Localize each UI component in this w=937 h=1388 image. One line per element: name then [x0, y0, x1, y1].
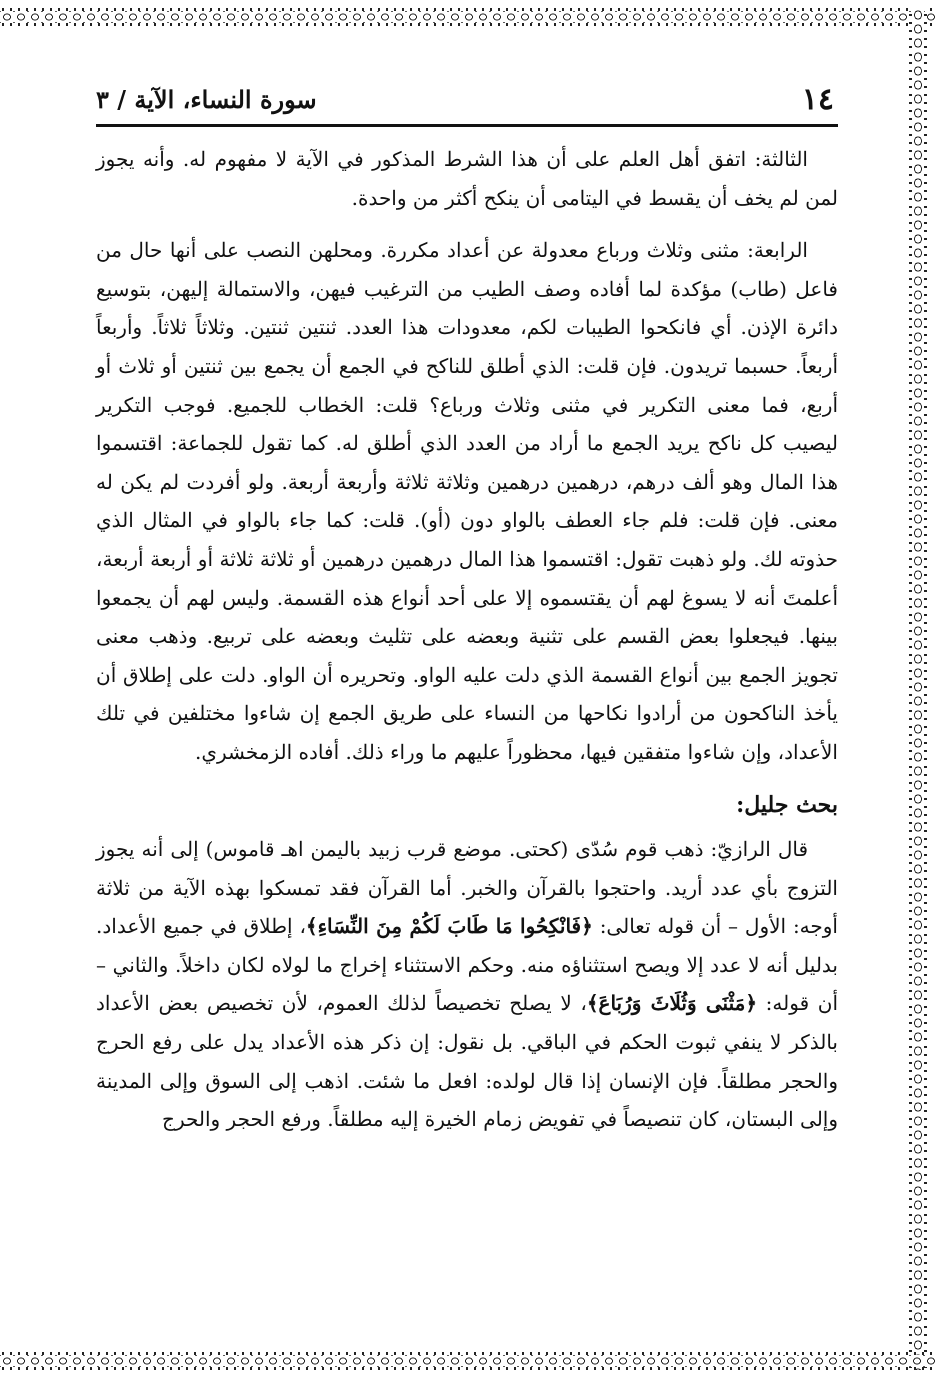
top-ornamental-border	[0, 8, 937, 26]
page-number: ١٤	[801, 81, 834, 117]
running-title: سورة النساء، الآية / ٣	[96, 84, 317, 114]
section-heading: بحث جليل:	[736, 791, 838, 818]
page-body	[96, 140, 838, 1340]
right-ornamental-border	[909, 8, 927, 1370]
quran-verse-2: ﴿مَثْنَى وَثُلَاثَ وَرُبَاعَ﴾	[586, 991, 758, 1016]
quran-verse-1: ﴿فَانْكِحُوا مَا طَابَ لَكُمْ مِنَ النِّسَاءِ﴾	[305, 914, 593, 939]
razi-text-part-1: قال الرازيّ: ذهب قوم سُدّى (كحتى. موضع قرب زبيد باليمن اهـ قاموس) إلى أنه يجوز التزوج بأي عدد أريد. واحتجوا بالقرآن والخبر. أما القرآن فقد تمسكوا بهذه الآية من ثلاثة أوجه: الأول – أن قوله تعالى:	[96, 837, 838, 939]
razi-text-part-3: ، لا يصلح تخصيصاً لذلك العموم، لأن تخصيص بعض الأعداد بالذكر لا ينفي ثبوت الحكم في الباقي. بل نقول: إن ذكر هذه الأعداد يدل على رفع الحرج والحجر مطلقاً. فإن الإنسان إذا قال لولده: افعل ما شئت. اذهب إلى السوق وإلى المدينة وإلى البستان، كان تنصيصاً في تفويض زمام الخيرة إليه مطلقاً. ورفع الحجر والحرج	[96, 991, 838, 1132]
paragraph-third: الثالثة: اتفق أهل العلم على أن هذا الشرط المذكور في الآية لا مفهوم له. وأنه يجوز لمن لم يخف أن يقسط في اليتامى أن ينكح أكثر من واحدة.	[96, 147, 838, 210]
page-header	[96, 74, 838, 127]
razi-text-part-2: ، إطلاق في جميع الأعداد. بدليل أنه لا عدد إلا ويصح استثناؤه منه. وحكم الاستثناء إخراج ما لولاه لكان داخلاً. والثاني – أن قوله:	[96, 914, 838, 1016]
paragraph-fourth: الرابعة: مثنى وثلاث ورباع معدولة عن أعداد مكررة. ومحلهن النصب على أنها حال من فاعل (طاب) مؤكدة لما أفاده وصف الطيب من الترغيب فيهن، والاستمالة إليهن، بتوسيع دائرة الإذن. أي فانكحوا الطيبات لكم، معدودات هذا العدد. ثنتين ثنتين. وثلاثاً ثلاثاً. وأربعاً أربعاً. حسبما تريدون. فإن قلت: الذي أطلق للناكح في الجمع أن يجمع بين ثنتين أو ثلاث أو أربع، فما معنى التكرير في مثنى وثلاث ورباع؟ قلت: الخطاب للجميع. فوجب التكرير ليصيب كل ناكح يريد الجمع ما أراد من العدد الذي أطلق له. كما تقول للجماعة: اقتسموا هذا المال وهو ألف درهم، درهمين درهمين وثلاثة ثلاثة وأربعة أربعة. ولو أفردت لم يكن له معنى. فإن قلت: فلم جاء العطف بالواو دون (أو). قلت: كما جاء بالواو في المثال الذي حذوته لك. ولو ذهبت تقول: اقتسموا هذا المال درهمين درهمين أو ثلاثة ثلاثة أو أربعة أربعة، أعلمتَ أنه لا يسوغ لهم أن يقتسموه إلا على أحد أنواع هذه القسمة. وليس لهم أن يجمعوا بينها. فيجعلوا بعض القسم على تثنية وبعضه على تثليث وبعضه على تربيع. وذهب معنى تجويز الجمع بين أنواع القسمة الذي دلت عليه الواو. وتحريره أن الواو. دلت على إطلاق أن يأخذ الناكحون من أرادوا نكاحها من النساء على طريق الجمع إن شاءوا مختلفين في تلك الأعداد، وإن شاءوا متفقين فيها، محظوراً عليهم ما وراء ذلك. أفاده الزمخشري.	[96, 238, 838, 764]
paragraph-razi	[96, 830, 838, 1139]
bottom-ornamental-border	[0, 1352, 937, 1370]
